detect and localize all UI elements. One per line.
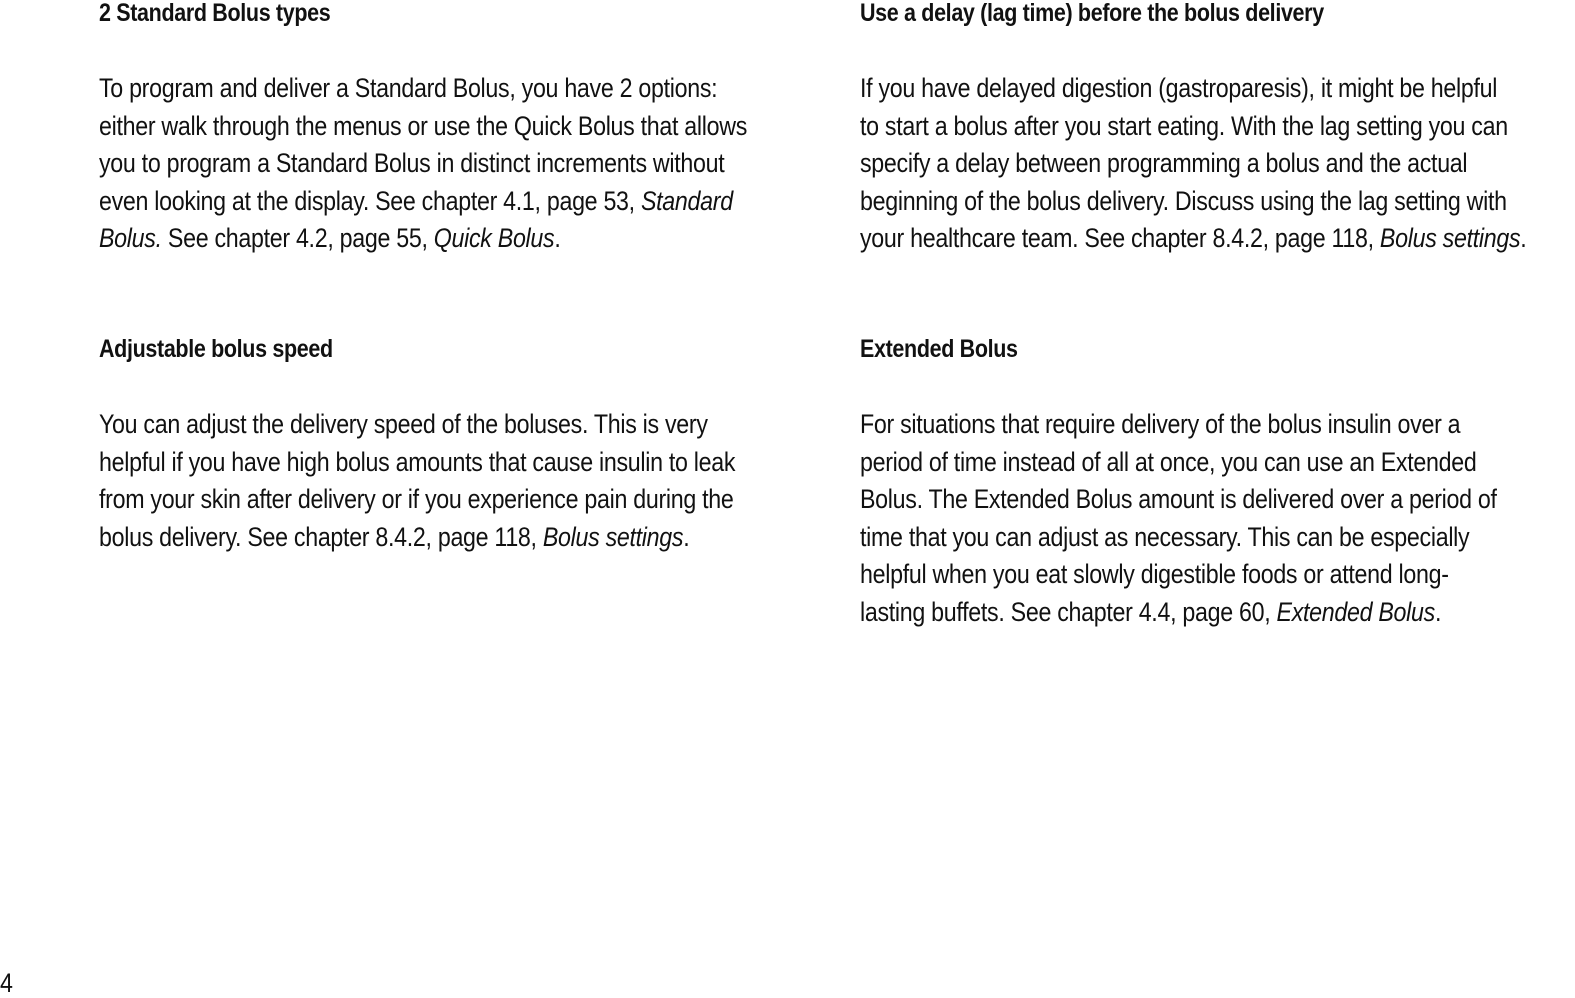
section-heading-standard-bolus-types: 2 Standard Bolus types [99, 0, 331, 27]
standard-bolus-paragraph [99, 70, 748, 258]
paragraph-line: from your skin after delivery or if you experience pain during the [99, 484, 734, 514]
paragraph-text: even looking at the display. See chapter 4.1, page 53, [99, 185, 641, 216]
chapter-reference-standard-bolus: Standard [640, 185, 733, 216]
paragraph-text: your healthcare team. See chapter 8.4.2, page 118, [860, 223, 1380, 253]
paragraph-line: time that you can adjust as necessary. This can be especially [860, 521, 1470, 552]
extended-bolus-section [860, 336, 1575, 631]
adjustable-speed-section [99, 336, 819, 556]
paragraph-text: bolus delivery. See chapter 8.4.2, page 118, [99, 521, 543, 552]
chapter-reference-quick-bolus: Quick Bolus [433, 223, 555, 253]
paragraph-line: You can adjust the delivery speed of the boluses. This is very [99, 409, 708, 439]
paragraph-line: specify a delay between programming a bolus and the actual [860, 148, 1468, 178]
paragraph-line [99, 183, 733, 221]
paragraph-line [860, 220, 1527, 258]
standard-bolus-section [99, 0, 819, 258]
section-heading-lag-time: Use a delay (lag time) before the bolus delivery [860, 0, 1324, 27]
paragraph-line [99, 220, 718, 258]
paragraph-line: either walk through the menus or use the Quick Bolus that allows [99, 110, 748, 141]
delay-section [860, 0, 1575, 258]
paragraph-line: helpful when you eat slowly digestible foods or attend long- [860, 559, 1449, 589]
paragraph-line [860, 594, 1475, 632]
paragraph-line: you to program a Standard Bolus in distinct increments without [99, 148, 725, 178]
paragraph-line: period of time instead of all at once, you can use an Extended [860, 446, 1477, 477]
sentence-end: . [683, 521, 690, 552]
delay-paragraph [860, 70, 1527, 258]
section-heading-extended-bolus: Extended Bolus [860, 335, 1018, 363]
sentence-end: . [554, 223, 561, 253]
adjustable-speed-paragraph [99, 406, 736, 556]
paragraph-line: beginning of the bolus delivery. Discuss using the lag setting with [860, 185, 1507, 216]
paragraph-line [99, 519, 718, 557]
sentence-end: . [1434, 596, 1442, 627]
paragraph-text: lasting buffets. See chapter 4.4, page 60, [860, 596, 1277, 627]
chapter-reference-extended-bolus: Extended Bolus [1276, 596, 1435, 627]
extended-bolus-paragraph [860, 406, 1497, 631]
paragraph-line: helpful if you have high bolus amounts that cause insulin to leak [99, 446, 736, 477]
paragraph-line: For situations that require delivery of the bolus insulin over a [860, 409, 1461, 439]
paragraph-line: Bolus. The Extended Bolus amount is delivered over a period of [860, 484, 1497, 514]
page-number: 4 [0, 968, 13, 998]
chapter-reference-bolus-settings: Bolus settings [542, 521, 684, 552]
section-heading-adjustable-bolus-speed: Adjustable bolus speed [99, 335, 333, 363]
chapter-reference-bolus-settings: Bolus settings [1379, 223, 1521, 253]
paragraph-line: to start a bolus after you start eating. With the lag setting you can [860, 110, 1508, 141]
sentence-end: . [1520, 223, 1527, 253]
chapter-reference-standard-bolus-cont: Bolus. [99, 223, 162, 253]
paragraph-line: If you have delayed digestion (gastroparesis), it might be helpful [860, 73, 1498, 103]
paragraph-text: See chapter 4.2, page 55, [161, 223, 434, 253]
paragraph-line: To program and deliver a Standard Bolus, you have 2 options: [99, 73, 718, 103]
